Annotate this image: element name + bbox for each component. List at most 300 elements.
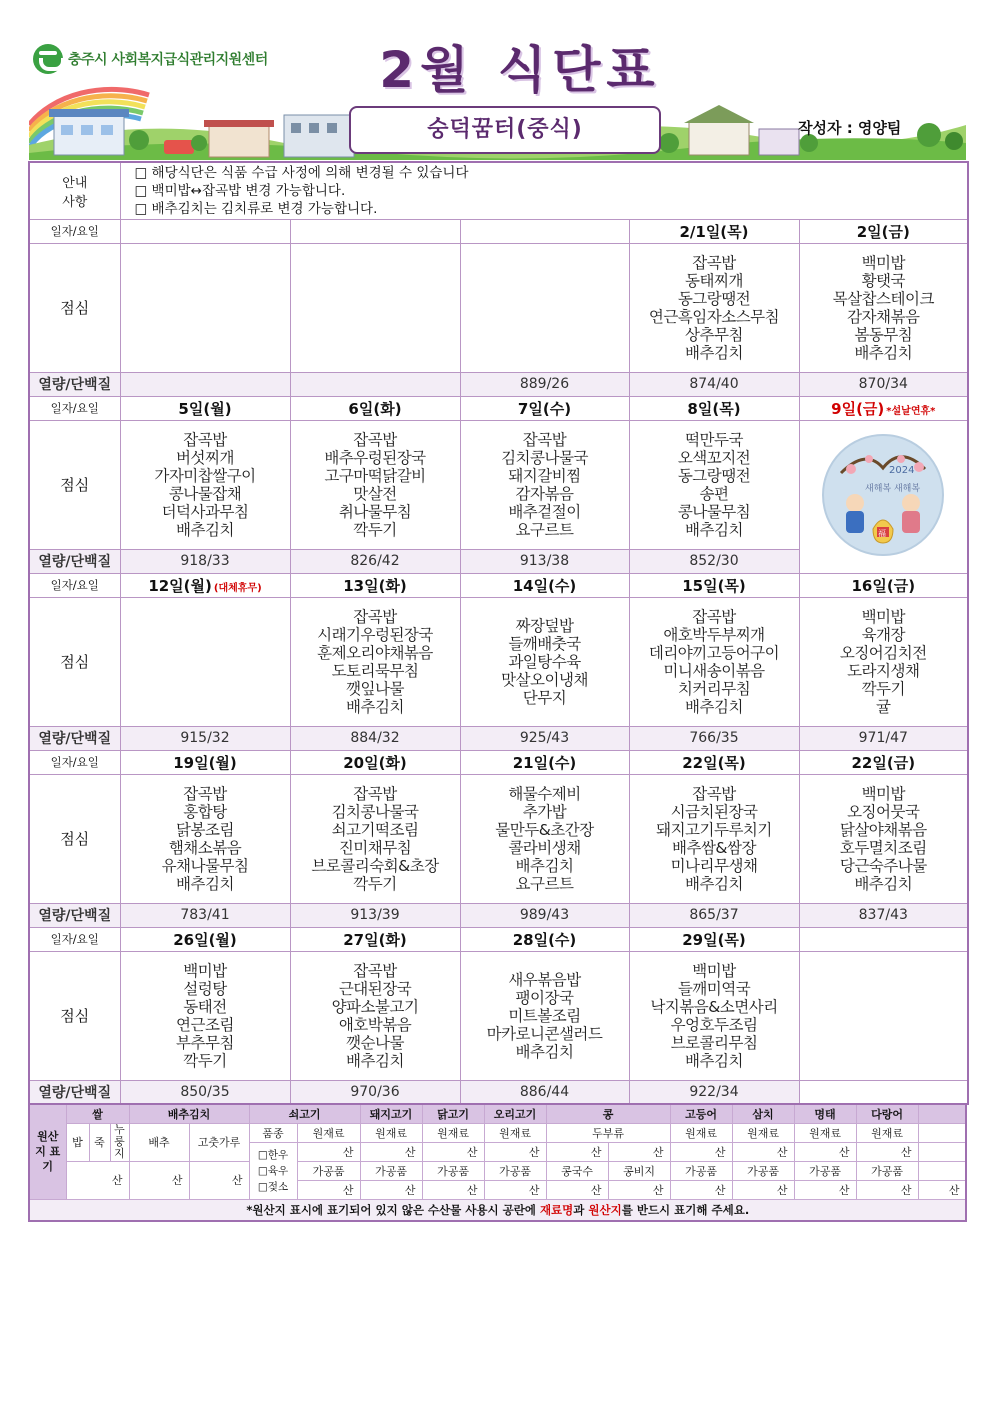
- weeks-body: [29, 219, 968, 1104]
- dish-item: 배추김치: [346, 1051, 404, 1070]
- guide-line: □ 해당식단은 식품 수급 사정에 의해 변경될 수 있습니다: [134, 164, 469, 181]
- lunch-row-label: 점심: [29, 597, 120, 726]
- date-row-label: 일자/요일: [29, 750, 120, 774]
- day-date: 14일(수): [512, 576, 577, 595]
- dish-item: 돼지갈비찜: [508, 466, 581, 485]
- holiday-note: *설날연휴*: [886, 405, 936, 417]
- dish-item: 백미밥: [861, 784, 905, 803]
- dish-item: 도라지생채: [847, 661, 920, 680]
- day-menu-cell: [460, 420, 629, 549]
- day-kcal-cell: 852/30: [629, 549, 799, 573]
- day-date-cell: [460, 927, 629, 951]
- date-row: [29, 750, 968, 774]
- dish-item: 육개장: [861, 625, 905, 644]
- dish-item: 부추무침: [176, 1033, 234, 1052]
- day-menu-cell: [799, 597, 968, 726]
- guide-line: □ 백미밥↔잡곡밥 변경 가능합니다.: [134, 182, 346, 199]
- origin-sub-raw: 원재료: [422, 1123, 484, 1142]
- date-row: [29, 927, 968, 951]
- origin-san: 산: [546, 1180, 608, 1199]
- day-kcal-cell: [799, 1080, 968, 1104]
- origin-san: 산: [297, 1180, 360, 1199]
- day-kcal-cell: 837/43: [799, 903, 968, 927]
- day-kcal-cell: 918/33: [120, 549, 290, 573]
- dish-item: 맛살오이냉채: [501, 670, 588, 689]
- dish-item: 봄동무침: [854, 325, 913, 344]
- day-date-cell: [460, 750, 629, 774]
- day-menu-cell: [460, 597, 629, 726]
- lunch-row: [29, 774, 968, 903]
- origin-head-chicken: 닭고기: [422, 1104, 484, 1123]
- dish-item: 치커리무침: [677, 679, 751, 698]
- menu-table: [28, 161, 969, 1105]
- origin-footer-note: *원산지 표시에 표기되어 있지 않은 수산물 사용시 공란에 재료명과 원산지를 반드시 표기해 주세요.: [29, 1199, 966, 1221]
- dish-item: 잡곡밥: [353, 607, 397, 626]
- day-date: 6일(화): [348, 399, 402, 418]
- dish-item: 취나물무침: [338, 502, 412, 521]
- day-menu-cell: [120, 597, 290, 726]
- day-date: 2일(금): [856, 222, 910, 241]
- day-menu-cell: [629, 951, 799, 1080]
- origin-san: 산: [670, 1142, 732, 1161]
- dish-item: 배추김치: [685, 1051, 743, 1070]
- dish-item: 백미밥: [183, 961, 227, 980]
- dish-item: 도토리묵무침: [331, 661, 419, 680]
- kcal-row: [29, 372, 968, 396]
- day-menu-cell: [290, 597, 460, 726]
- origin-head-bean: 콩: [546, 1104, 670, 1123]
- origin-sub-blank: [918, 1123, 966, 1142]
- date-row-label: 일자/요일: [29, 219, 120, 243]
- place-name-box: 숭덕꿈터(중식): [349, 106, 661, 154]
- day-menu-cell: [629, 420, 799, 549]
- dish-item: 들깨미역국: [677, 979, 751, 998]
- origin-sub-raw: 원재료: [484, 1123, 546, 1142]
- day-menu-cell: [629, 243, 799, 372]
- dish-item: 김치콩나물국: [501, 448, 588, 467]
- day-kcal-cell: 850/35: [120, 1080, 290, 1104]
- day-menu-cell: [120, 243, 290, 372]
- origin-sub-soymilk: 콩국수: [546, 1161, 608, 1180]
- dish-item: 감자채볶음: [847, 307, 920, 326]
- art-greeting: 새해복 새해복: [865, 483, 921, 494]
- day-date-cell: [120, 219, 290, 243]
- origin-sub-baechu: 배추: [129, 1123, 189, 1161]
- dish-item: 떡만두국: [685, 430, 743, 449]
- day-date: 15일(목): [682, 576, 746, 595]
- day-kcal-cell: [290, 372, 460, 396]
- day-menu-cell: [460, 951, 629, 1080]
- origin-head-kimchi: 배추김치: [129, 1104, 249, 1123]
- origin-sub-processed: 가공품: [794, 1161, 856, 1180]
- dish-item: 배추김치: [685, 343, 743, 362]
- art-year: 2024: [889, 464, 915, 476]
- day-menu-cell: [629, 774, 799, 903]
- dish-item: 잡곡밥: [183, 784, 227, 803]
- origin-san: 산: [360, 1142, 422, 1161]
- dish-item: 미나리무생채: [670, 856, 758, 875]
- dish-item: 목살찹스테이크: [832, 289, 934, 308]
- day-date-cell: [120, 750, 290, 774]
- kcal-row: [29, 726, 968, 750]
- day-menu-cell: [460, 774, 629, 903]
- origin-san: 산: [732, 1180, 794, 1199]
- day-date: 7일(수): [517, 399, 572, 418]
- lunch-row: [29, 243, 968, 372]
- day-date-cell: [629, 927, 799, 951]
- lunch-row: [29, 597, 968, 726]
- day-menu-cell: [120, 951, 290, 1080]
- smile-logo-icon: [33, 44, 63, 74]
- dish-item: 들깨배춧국: [508, 634, 581, 653]
- kcal-row-label: 열량/단백질: [29, 903, 120, 927]
- day-kcal-cell: 913/38: [460, 549, 629, 573]
- origin-san: 산: [856, 1142, 918, 1161]
- dish-item: 마카로니콘샐러드: [486, 1024, 603, 1043]
- dish-item: 송편: [699, 484, 729, 503]
- dish-item: 잡곡밥: [353, 961, 397, 980]
- origin-sub-processed: 가공품: [360, 1161, 422, 1180]
- dish-item: 잡곡밥: [353, 784, 397, 803]
- new-year-illustration: [821, 433, 945, 557]
- dish-item: 당근숙주나물: [839, 856, 927, 875]
- dish-item: 배추김치: [346, 697, 404, 716]
- origin-head-rice: 쌀: [66, 1104, 129, 1123]
- dish-item: 백미밥: [861, 253, 905, 272]
- org-logo: [33, 44, 268, 74]
- dish-item: 돼지고기두루치기: [656, 820, 772, 839]
- day-date-cell: [290, 396, 460, 420]
- origin-head-duck: 오리고기: [484, 1104, 546, 1123]
- day-date-cell: [290, 927, 460, 951]
- origin-sub-raw: 원재료: [856, 1123, 918, 1142]
- day-kcal-cell: 865/37: [629, 903, 799, 927]
- origin-beef-kinds: □한우 □육우 □젖소: [249, 1142, 297, 1199]
- dish-item: 상추무침: [685, 325, 743, 344]
- lunch-row: [29, 420, 968, 549]
- day-kcal-cell: 884/32: [290, 726, 460, 750]
- dish-item: 미니새송이볶음: [663, 661, 765, 680]
- kcal-row-label: 열량/단백질: [29, 372, 120, 396]
- origin-san: 산: [732, 1142, 794, 1161]
- dish-item: 양파소불고기: [331, 997, 419, 1016]
- dish-item: 오징어김치전: [839, 643, 927, 662]
- day-menu-cell: [120, 420, 290, 549]
- origin-head-pork: 돼지고기: [360, 1104, 422, 1123]
- origin-table-container: [28, 1103, 967, 1222]
- date-row: [29, 396, 968, 420]
- origin-sub-raw: 원재료: [297, 1123, 360, 1142]
- day-kcal-cell: 889/26: [460, 372, 629, 396]
- page-title: 2월 식단표: [379, 41, 661, 99]
- dish-item: 깻순나물: [346, 1033, 404, 1052]
- dish-item: 근대된장국: [338, 979, 412, 998]
- day-kcal-cell: 913/39: [290, 903, 460, 927]
- kcal-row-label: 열량/단백질: [29, 726, 120, 750]
- dish-item: 오색꼬지전: [677, 448, 751, 467]
- day-kcal-cell: [120, 372, 290, 396]
- dish-item: 햄채소볶음: [168, 838, 242, 857]
- day-kcal-cell: 874/40: [629, 372, 799, 396]
- dish-item: 잡곡밥: [183, 430, 227, 449]
- origin-sub-beancurd: 콩비지: [608, 1161, 670, 1180]
- dish-item: 동그랑땡전: [677, 466, 751, 485]
- origin-head-mackerel: 고등어: [670, 1104, 732, 1123]
- day-date: 20일(화): [343, 753, 407, 772]
- day-menu-cell: [290, 420, 460, 549]
- day-date-cell: [629, 573, 799, 597]
- dish-item: 배추겉절이: [508, 502, 581, 521]
- dish-item: 낙지볶음&소면사리: [650, 997, 778, 1016]
- dish-item: 훈제오리야채볶음: [317, 643, 433, 662]
- dish-item: 배추김치: [685, 520, 743, 539]
- day-kcal-cell: 970/36: [290, 1080, 460, 1104]
- day-menu-cell: [290, 243, 460, 372]
- lunch-row: [29, 951, 968, 1080]
- origin-san-baechu: 산: [129, 1161, 189, 1199]
- dish-item: 팽이장국: [515, 988, 574, 1007]
- dish-item: 배추김치: [685, 697, 743, 716]
- day-menu-cell: [120, 774, 290, 903]
- day-date-cell: [460, 573, 629, 597]
- origin-blank: [918, 1142, 966, 1161]
- dish-item: 감자볶음: [515, 484, 574, 503]
- day-date: 2/1일(목): [679, 222, 749, 241]
- dish-item: 추가밥: [522, 802, 567, 821]
- dish-item: 진미채무침: [338, 838, 412, 857]
- dish-item: 짜장덮밥: [515, 616, 574, 635]
- author-label: 작성자 : 영양팀: [798, 119, 902, 137]
- day-date: 9일(금): [831, 399, 885, 418]
- origin-san: 산: [918, 1180, 966, 1199]
- day-menu-cell: [629, 597, 799, 726]
- day-date-cell: [799, 927, 968, 951]
- origin-san: 산: [422, 1142, 484, 1161]
- dish-item: 잡곡밥: [692, 784, 736, 803]
- dish-item: 배추김치: [854, 343, 913, 362]
- holiday-note: (대체휴무): [213, 582, 262, 594]
- origin-san: 산: [360, 1180, 422, 1199]
- day-date-cell: [460, 396, 629, 420]
- day-kcal-cell: 989/43: [460, 903, 629, 927]
- day-kcal-cell: 922/34: [629, 1080, 799, 1104]
- origin-head-beef: 쇠고기: [249, 1104, 360, 1123]
- date-row-label: 일자/요일: [29, 927, 120, 951]
- dish-item: 버섯찌개: [176, 448, 234, 467]
- day-date-cell: [120, 927, 290, 951]
- origin-sub-kind: 품종: [249, 1123, 297, 1142]
- dish-item: 깍두기: [353, 874, 397, 893]
- guide-lines: [120, 162, 968, 219]
- day-date-cell: [629, 219, 799, 243]
- day-date: 16일(금): [851, 576, 916, 595]
- date-row: [29, 219, 968, 243]
- day-menu-cell: [799, 951, 968, 1080]
- day-date: 29일(목): [682, 930, 746, 949]
- dish-item: 시래기우렁된장국: [317, 625, 433, 644]
- dish-item: 황탯국: [861, 271, 905, 290]
- origin-sub-processed: 가공품: [856, 1161, 918, 1180]
- lunch-row-label: 점심: [29, 243, 120, 372]
- dish-item: 브로콜리무침: [670, 1033, 758, 1052]
- day-date: 26일(월): [173, 930, 237, 949]
- day-date: 22일(목): [682, 753, 746, 772]
- guide-row: [29, 162, 968, 219]
- dish-item: 배추쌈&쌈장: [672, 838, 756, 857]
- day-kcal-cell: 766/35: [629, 726, 799, 750]
- day-kcal-cell: 886/44: [460, 1080, 629, 1104]
- dish-item: 깍두기: [183, 1051, 227, 1070]
- dish-item: 요구르트: [515, 520, 574, 539]
- day-date-cell: [290, 573, 460, 597]
- dish-item: 맛살전: [353, 484, 397, 503]
- dish-item: 요구르트: [515, 874, 574, 893]
- dish-item: 깻잎나물: [346, 679, 404, 698]
- day-kcal-cell: 870/34: [799, 372, 968, 396]
- day-date-cell: [120, 573, 290, 597]
- dish-item: 단무지: [522, 688, 567, 707]
- dish-item: 물만두&초간장: [495, 820, 594, 839]
- origin-sub-gochu: 고춧가루: [189, 1123, 249, 1161]
- origin-san-rice: 산: [66, 1161, 129, 1199]
- dish-item: 배추김치: [685, 874, 743, 893]
- day-kcal-cell: 971/47: [799, 726, 968, 750]
- day-date-cell: [629, 750, 799, 774]
- dish-item: 애호박볶음: [338, 1015, 412, 1034]
- dish-item: 잡곡밥: [692, 253, 736, 272]
- art-bag-text: 福: [878, 528, 887, 538]
- dish-item: 해물수제비: [508, 784, 581, 803]
- origin-head-blank: [918, 1104, 966, 1123]
- origin-label: 원산지 표기: [29, 1104, 66, 1199]
- guide-line: □ 배추김치는 김치류로 변경 가능합니다.: [134, 200, 378, 217]
- dish-item: 설렁탕: [183, 979, 227, 998]
- origin-sub-raw: 원재료: [670, 1123, 732, 1142]
- day-date: 27일(화): [343, 930, 407, 949]
- dish-item: 유채나물무침: [161, 856, 249, 875]
- holiday-art-cell: [799, 420, 968, 573]
- origin-sub-processed: 가공품: [297, 1161, 360, 1180]
- origin-blank: [918, 1161, 966, 1180]
- day-date: 8일(목): [687, 399, 741, 418]
- origin-sub-processed: 가공품: [732, 1161, 794, 1180]
- kcal-row: [29, 903, 968, 927]
- dish-item: 배추우렁된장국: [324, 448, 426, 467]
- kcal-row-label: 열량/단백질: [29, 1080, 120, 1104]
- day-date: 19일(월): [173, 753, 237, 772]
- dish-item: 잡곡밥: [692, 607, 736, 626]
- day-kcal-cell: 925/43: [460, 726, 629, 750]
- day-date-cell: [799, 396, 968, 420]
- dish-item: 우엉호두조림: [670, 1015, 758, 1034]
- origin-sub-tofu: 두부류: [546, 1123, 670, 1142]
- origin-san-gochu: 산: [189, 1161, 249, 1199]
- dish-item: 시금치된장국: [670, 802, 758, 821]
- origin-sub-bap: 밥: [66, 1123, 89, 1161]
- day-menu-cell: [290, 951, 460, 1080]
- dish-item: 배추김치: [515, 856, 574, 875]
- kcal-row-label: 열량/단백질: [29, 549, 120, 573]
- dish-item: 백미밥: [692, 961, 736, 980]
- kcal-row: [29, 1080, 968, 1104]
- dish-item: 가자미찹쌀구이: [154, 466, 256, 485]
- dish-item: 새우볶음밥: [508, 970, 581, 989]
- origin-sub-raw: 원재료: [360, 1123, 422, 1142]
- day-date-cell: [799, 573, 968, 597]
- day-date: 12일(월): [148, 576, 212, 595]
- origin-head-pollack: 명태: [794, 1104, 856, 1123]
- dish-item: 동태전: [183, 997, 227, 1016]
- header: [0, 0, 992, 160]
- dish-item: 깍두기: [861, 679, 905, 698]
- dish-item: 백미밥: [861, 607, 905, 626]
- origin-sub-raw: 원재료: [794, 1123, 856, 1142]
- dish-item: 오징어뭇국: [847, 802, 920, 821]
- origin-san: 산: [297, 1142, 360, 1161]
- day-date-cell: [120, 396, 290, 420]
- day-date: 28일(수): [512, 930, 577, 949]
- guide-label: 안내 사항: [29, 162, 120, 219]
- origin-san: 산: [608, 1142, 670, 1161]
- dish-item: 배추김치: [176, 874, 234, 893]
- origin-san: 산: [484, 1180, 546, 1199]
- dish-item: 동그랑땡전: [677, 289, 751, 308]
- origin-sub-raw: 원재료: [732, 1123, 794, 1142]
- dish-item: 홍합탕: [183, 802, 227, 821]
- dish-item: 애호박두부찌개: [663, 625, 765, 644]
- lunch-row-label: 점심: [29, 774, 120, 903]
- dish-item: 배추김치: [515, 1042, 574, 1061]
- origin-san: 산: [608, 1180, 670, 1199]
- dish-item: 닭살야채볶음: [839, 820, 927, 839]
- day-date: 5일(월): [178, 399, 232, 418]
- day-menu-cell: [460, 243, 629, 372]
- dish-item: 잡곡밥: [522, 430, 567, 449]
- dish-item: 동태찌개: [685, 271, 743, 290]
- lunch-row-label: 점심: [29, 951, 120, 1080]
- dish-item: 쇠고기떡조림: [331, 820, 419, 839]
- origin-san: 산: [422, 1180, 484, 1199]
- dish-item: 배추김치: [176, 520, 234, 539]
- day-menu-cell: [799, 774, 968, 903]
- org-name: 충주시 사회복지급식관리지원센터: [68, 52, 268, 68]
- dish-item: 호두멸치조림: [839, 838, 927, 857]
- dish-item: 잡곡밥: [353, 430, 397, 449]
- dish-item: 김치콩나물국: [331, 802, 419, 821]
- day-kcal-cell: 783/41: [120, 903, 290, 927]
- origin-sub-juk: 죽: [89, 1123, 110, 1161]
- dish-item: 콜라비생채: [508, 838, 581, 857]
- day-date-cell: [799, 750, 968, 774]
- dish-item: 콩나물잡채: [168, 484, 242, 503]
- day-date-cell: [290, 219, 460, 243]
- dish-item: 브로콜리숙회&초장: [311, 856, 439, 875]
- origin-sub-processed: 가공품: [484, 1161, 546, 1180]
- dish-item: 깍두기: [353, 520, 397, 539]
- origin-head-tuna: 다랑어: [856, 1104, 918, 1123]
- dish-item: 귤: [876, 697, 891, 716]
- date-row: [29, 573, 968, 597]
- origin-san: 산: [484, 1142, 546, 1161]
- dish-item: 데리야끼고등어구이: [648, 643, 780, 662]
- day-menu-cell: [799, 243, 968, 372]
- dish-item: 연근흑임자소스무침: [648, 307, 780, 326]
- day-kcal-cell: 826/42: [290, 549, 460, 573]
- dish-item: 더덕사과무침: [161, 502, 249, 521]
- day-kcal-cell: 915/32: [120, 726, 290, 750]
- dish-item: 배추김치: [854, 874, 913, 893]
- day-menu-cell: [290, 774, 460, 903]
